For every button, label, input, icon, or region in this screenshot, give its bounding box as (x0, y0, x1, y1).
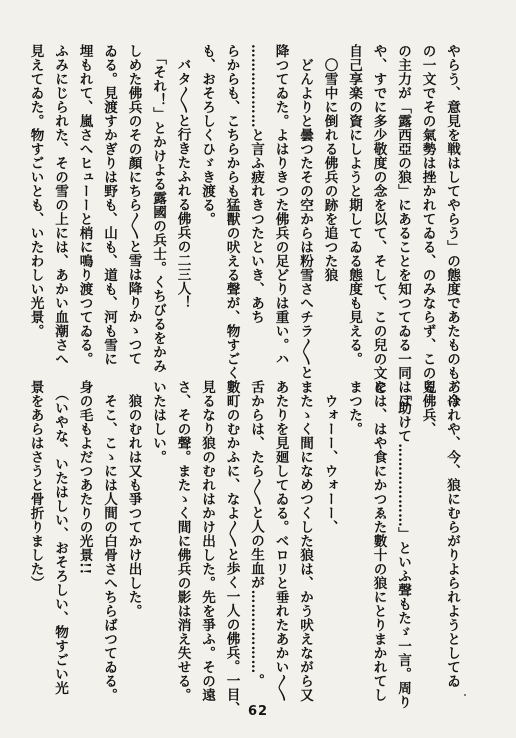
ink-speck (464, 694, 466, 696)
upper-text-block: やらう、意見を戦はしてやらう」の態度であたものも、今 の一文でその氣勢は挫かれてゐる、のみならず、この兒 の主力が「露西亞の狼」にあることを知つてゐる一同はは や、すでに多少敬度の念を以て、そして、この兒の文を 自己享楽の資にしようと期してゐる態度も見える。 〇雪中に倒れる佛兵の跡を追つた狼 どんよりと曇つたその空からは粉雪さへチラ〳〵と 降つてゐた。よはりきつた佛兵の足どりは重い。ハ ………………と言ふ疲れきつたといき、あち らからも、こちらからも猛獸の吠える聲が、物すごく も、おそろしくひゞき渡る。 バタ〳〵と行きたふれる佛兵の二三人！ 「それ！」とかけよる露國の兵士。くちびるをかみ しめた佛兵のその顏にちら〳〵と雪は降りかゝつて ゐる。見渡すかぎりは野も、山も、道も、河も雪に 埋もれて、嵐さへヒューーと梢に鳴り渡つてゐる。 ふみにじられた、その雪の上には、あかい血潮さへ 見えてゐた。物すごいとも、いたわしい光景。 (27, 44, 460, 408)
lower-text-block: あはれや、今、狼にむらがりよられようとしてゐ る佛兵、 「助けて………………」といふ聲もたゞ一言。周り には、はや食にかつゑた數十の狼にとりまかれてし まつた。 ウォーー、ウォーー、 またゝく間になめつくした狼は、かう吠えながら又 あたりを見廻してゐる。ベロリと垂れたあかい〳〵 舌からは、たら〳〵と人の生血が………………。 數町のむかふに、なよ〳〵と歩く一人の佛兵。一目、 見るなり狼のむれはかけ出した。先を爭ふ。その遠 さ、その聲。またゝく間に佛兵の影は消え失せる。 いたはしい。 狼のむれは又も爭つてかけ出した。 そこ、こゝには人間の白骨さへちらばつてゐる。 身の毛もよだつあたりの光景!! （いやな、いたはしい、おそろしい、物すごい光 景をあらはさうと骨折りました） (27, 380, 460, 716)
page-number: 62 (247, 704, 269, 719)
